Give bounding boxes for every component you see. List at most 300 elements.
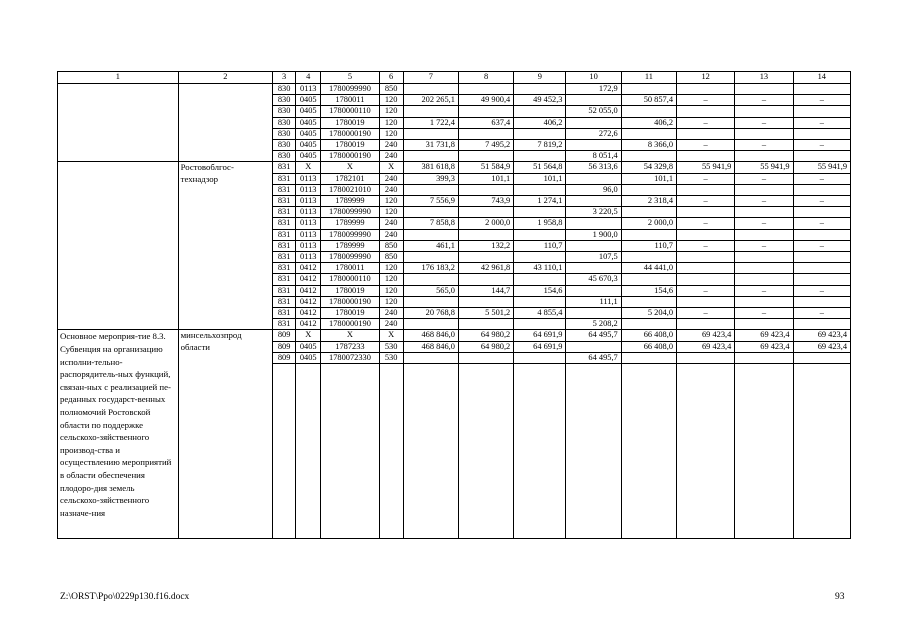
table-cell: – [677,285,735,296]
table-cell [403,296,458,307]
table-cell: 831 [273,229,296,240]
table-cell: 240 [379,173,403,184]
table-cell [379,364,403,539]
table-cell [621,319,676,330]
column-header: 2 [178,72,272,84]
table-cell [403,207,458,218]
table-cell: 831 [273,207,296,218]
table-cell: 830 [273,106,296,117]
table-cell: – [735,308,793,319]
table-cell [514,352,566,363]
table-cell: 637,4 [458,117,513,128]
table-cell: – [735,218,793,229]
table-cell [458,296,513,307]
table-cell: 20 768,8 [403,308,458,319]
table-cell: – [677,173,735,184]
table-cell: – [735,95,793,106]
table-cell [621,84,676,95]
table-cell: 850 [379,84,403,95]
table-cell: 743,9 [458,196,513,207]
table-cell: 69 423,4 [677,341,735,352]
table-cell [514,84,566,95]
table-cell: 7 819,2 [514,140,566,151]
table-cell [677,352,735,363]
table-cell [677,296,735,307]
table-cell: 1789999 [321,218,379,229]
table-cell [566,240,621,251]
column-header: 7 [403,72,458,84]
table-cell [677,252,735,263]
table-cell: 110,7 [514,240,566,251]
table-cell: 0113 [296,196,321,207]
table-cell: 1 722,4 [403,117,458,128]
table-cell: 55 941,9 [735,162,793,173]
table-cell: 1780099990 [321,252,379,263]
table-cell: Х [379,330,403,341]
footer-file-path: Z:\ORST\Ppo\0229p130.f16.docx [60,592,190,602]
column-header: 9 [514,72,566,84]
table-cell: Х [296,330,321,341]
table-cell: – [793,95,850,106]
table-cell [677,151,735,162]
table-cell: 3 220,5 [566,207,621,218]
table-cell [458,352,513,363]
table-cell: 1780000110 [321,274,379,285]
table-cell: 0113 [296,240,321,251]
table-cell [793,229,850,240]
table-cell [735,352,793,363]
table-cell: 831 [273,162,296,173]
table-cell: 64 691,9 [514,341,566,352]
table-cell [321,364,379,539]
table-cell: 0405 [296,352,321,363]
table-cell [621,207,676,218]
table-cell: 8 366,0 [621,140,676,151]
table-cell: 51 584,9 [458,162,513,173]
table-cell: – [793,218,850,229]
table-cell: 5 501,2 [458,308,513,319]
measure-description: Основное мероприя-тие 8.3. Субвенция на организацию исполни-тельно-распорядитель-ных функций, связан-ных с реализацией пе-реданных государст-венных полномочий Ростовской области по поддержке сельскохо-зяйственного производ-ства и осуществлению мероприятий в области обеспечения плодоро-дия земель сельскохо-зяйственного назначе-ния [58,330,179,539]
table-cell [621,364,676,539]
table-cell [677,364,735,539]
table-cell [514,106,566,117]
table-cell: 50 857,4 [621,95,676,106]
table-cell: Х [296,162,321,173]
table-cell: 120 [379,296,403,307]
table-cell: 7 858,8 [403,218,458,229]
table-cell [735,263,793,274]
table-cell: 1780099990 [321,84,379,95]
table-cell: 43 110,1 [514,263,566,274]
table-cell: 809 [273,341,296,352]
table-cell: 831 [273,319,296,330]
table-cell [566,140,621,151]
table-cell: 831 [273,240,296,251]
table-cell: 4 855,4 [514,308,566,319]
table-cell [793,263,850,274]
table-cell: 1780000190 [321,319,379,330]
table-cell: 850 [379,252,403,263]
table-cell: 172,9 [566,84,621,95]
table-cell [403,274,458,285]
table-cell: 240 [379,184,403,195]
table-cell [793,84,850,95]
table-cell: 7 495,2 [458,140,513,151]
table-cell [514,252,566,263]
table-cell: – [735,196,793,207]
table-cell: 69 423,4 [677,330,735,341]
table-cell [677,184,735,195]
table-cell [621,252,676,263]
table-cell: – [677,140,735,151]
table-cell: 1780099990 [321,229,379,240]
table-cell: 56 313,6 [566,162,621,173]
table-cell [566,196,621,207]
table-cell [566,218,621,229]
column-header: 1 [58,72,179,84]
table-cell: 461,1 [403,240,458,251]
table-cell: 830 [273,84,296,95]
table-cell [566,95,621,106]
table-cell [458,364,513,539]
table-cell: 154,6 [514,285,566,296]
table-cell [793,184,850,195]
table-cell: – [677,308,735,319]
table-cell: 1780011 [321,95,379,106]
table-cell: 111,1 [566,296,621,307]
table-cell: 1780019 [321,308,379,319]
table-cell: 2 000,0 [621,218,676,229]
table-cell [735,184,793,195]
table-cell: 55 941,9 [677,162,735,173]
table-cell: 1787233 [321,341,379,352]
table-cell: 0412 [296,263,321,274]
budget-table [57,71,851,539]
table-cell: – [735,117,793,128]
table-cell: 1780021010 [321,184,379,195]
table-cell [735,229,793,240]
table-cell: – [793,308,850,319]
table-cell: 120 [379,128,403,139]
table-cell [677,84,735,95]
table-cell: 144,7 [458,285,513,296]
table-cell: 49 452,3 [514,95,566,106]
table-cell [621,151,676,162]
table-cell [621,184,676,195]
table-cell: 69 423,4 [735,341,793,352]
table-cell: 154,6 [621,285,676,296]
table-cell: – [677,117,735,128]
table-cell: 272,6 [566,128,621,139]
table-cell: 830 [273,151,296,162]
table-cell [793,106,850,117]
table-cell [458,207,513,218]
table-cell: 468 846,0 [403,341,458,352]
table-cell: 0113 [296,84,321,95]
column-header: 12 [677,72,735,84]
table-cell: 0405 [296,341,321,352]
table-cell: 809 [273,330,296,341]
table-cell [514,229,566,240]
column-header: 5 [321,72,379,84]
table-cell: – [793,285,850,296]
table-cell [566,173,621,184]
table-cell [677,128,735,139]
column-header: 3 [273,72,296,84]
table-cell: 830 [273,117,296,128]
table-cell: 0412 [296,319,321,330]
table-cell: – [735,140,793,151]
table-cell: 2 000,0 [458,218,513,229]
table-cell [793,319,850,330]
table-cell: 69 423,4 [735,330,793,341]
table-cell [273,364,296,539]
table-cell: 0113 [296,184,321,195]
table-cell [403,319,458,330]
table-cell: 565,0 [403,285,458,296]
table-cell: 0405 [296,95,321,106]
table-cell: – [677,218,735,229]
table-cell: 831 [273,184,296,195]
table-cell: 120 [379,263,403,274]
table-cell: 1780019 [321,117,379,128]
table-cell [458,128,513,139]
table-cell: 31 731,8 [403,140,458,151]
table-cell: – [735,285,793,296]
table-cell: 0412 [296,274,321,285]
table-cell [677,229,735,240]
table-cell [735,106,793,117]
table-cell [793,252,850,263]
table-cell [403,151,458,162]
table-cell: 831 [273,218,296,229]
table-cell: 0405 [296,106,321,117]
table-cell [793,296,850,307]
table-cell: – [793,173,850,184]
table-cell [735,296,793,307]
table-cell: 831 [273,308,296,319]
table-cell [514,274,566,285]
table-cell: 831 [273,196,296,207]
table-cell [458,319,513,330]
table-cell: 49 900,4 [458,95,513,106]
table-cell [677,274,735,285]
table-cell: 831 [273,285,296,296]
header-row [58,72,851,84]
table-cell: 64 495,7 [566,330,621,341]
table-cell: Х [321,330,379,341]
table-cell [677,106,735,117]
table-cell: 1 900,0 [566,229,621,240]
table-cell [403,128,458,139]
table-cell [514,364,566,539]
table-cell [735,364,793,539]
table-cell: 1782101 [321,173,379,184]
column-header: 4 [296,72,321,84]
table-cell [677,319,735,330]
table-cell: 830 [273,95,296,106]
program-cell [58,84,179,162]
table-cell [514,296,566,307]
table-cell: – [735,173,793,184]
table-cell: 120 [379,95,403,106]
table-cell: 1780072330 [321,352,379,363]
table-cell [514,128,566,139]
table-cell [735,151,793,162]
table-cell: 0412 [296,285,321,296]
table-cell: 101,1 [458,173,513,184]
table-cell [403,229,458,240]
table-cell: 69 423,4 [793,330,850,341]
table-cell: 2 318,4 [621,196,676,207]
table-cell [514,319,566,330]
table-cell: 0113 [296,252,321,263]
table-cell: 69 423,4 [793,341,850,352]
table-cell [793,151,850,162]
table-cell: 107,5 [566,252,621,263]
table-cell [793,207,850,218]
table-cell: 809 [273,352,296,363]
table-cell: 831 [273,263,296,274]
table-row [58,84,851,95]
table-cell: 1780000190 [321,296,379,307]
table-cell: 101,1 [621,173,676,184]
table-cell: 406,2 [621,117,676,128]
table-cell [735,319,793,330]
table-cell: 1789999 [321,240,379,251]
executor-cell: минсельхозпрод области [178,330,272,539]
table-cell: 120 [379,117,403,128]
table-cell: 1780011 [321,263,379,274]
table-cell [735,252,793,263]
column-header: 6 [379,72,403,84]
table-cell [735,207,793,218]
table-cell [621,128,676,139]
table-cell: 5 208,2 [566,319,621,330]
table-cell [793,274,850,285]
table-cell: 530 [379,352,403,363]
table-cell: 202 265,1 [403,95,458,106]
table-cell [458,229,513,240]
table-cell: 120 [379,285,403,296]
column-header: 14 [793,72,850,84]
table-cell [403,252,458,263]
table-cell: 830 [273,128,296,139]
table-cell [458,151,513,162]
table-cell: 530 [379,341,403,352]
table-cell [458,252,513,263]
table-cell [677,263,735,274]
table-cell: 120 [379,274,403,285]
table-cell: 1789999 [321,196,379,207]
table-cell: – [793,196,850,207]
table-cell [566,285,621,296]
column-header: 10 [566,72,621,84]
table-cell: 8 051,4 [566,151,621,162]
executor-cell [178,84,272,162]
table-cell: 1780000110 [321,106,379,117]
table-cell: 110,7 [621,240,676,251]
table-cell [566,308,621,319]
table-cell: 240 [379,151,403,162]
table-cell: 831 [273,173,296,184]
table-cell: 120 [379,196,403,207]
table-cell: 0412 [296,308,321,319]
table-cell: 240 [379,229,403,240]
table-cell: 0405 [296,140,321,151]
table-cell: 0113 [296,218,321,229]
table-cell [514,184,566,195]
table-cell: 120 [379,106,403,117]
table-cell: 176 183,2 [403,263,458,274]
table-cell [403,352,458,363]
table-cell: 51 564,8 [514,162,566,173]
table-cell: 240 [379,140,403,151]
table-cell: 468 846,0 [403,330,458,341]
table-cell [621,106,676,117]
table-cell: 0405 [296,117,321,128]
table-cell [458,84,513,95]
table-cell [514,151,566,162]
table-cell: 399,3 [403,173,458,184]
table-cell: 1 274,1 [514,196,566,207]
table-cell: 831 [273,274,296,285]
table-cell: – [793,240,850,251]
column-header: 13 [735,72,793,84]
table-cell: 830 [273,140,296,151]
column-header: 8 [458,72,513,84]
table-cell: 120 [379,207,403,218]
table-cell: 1780019 [321,140,379,151]
table-row [58,162,851,173]
table-cell: 42 961,8 [458,263,513,274]
table-row [58,330,851,341]
table-cell: 0405 [296,151,321,162]
table-cell [621,352,676,363]
table-cell: 0113 [296,229,321,240]
table-cell: 831 [273,252,296,263]
table-cell [793,352,850,363]
table-cell: 64 691,9 [514,330,566,341]
table-cell: 96,0 [566,184,621,195]
table-cell: 240 [379,319,403,330]
table-cell: 0113 [296,207,321,218]
column-header: 11 [621,72,676,84]
table-cell [458,106,513,117]
table-cell: – [677,95,735,106]
table-cell [403,184,458,195]
table-cell: 850 [379,240,403,251]
table-cell: – [793,140,850,151]
table-cell: 132,2 [458,240,513,251]
table-cell [735,84,793,95]
table-cell [621,229,676,240]
table-cell: 240 [379,218,403,229]
table-cell [793,364,850,539]
table-cell: 64 980,2 [458,330,513,341]
table-cell: 406,2 [514,117,566,128]
table-cell: 44 441,0 [621,263,676,274]
table-cell [403,84,458,95]
table-cell [514,207,566,218]
table-cell: 64 495,7 [566,352,621,363]
table-cell: 0405 [296,128,321,139]
table-cell: 1 958,8 [514,218,566,229]
table-cell: 54 329,8 [621,162,676,173]
table-cell: – [793,117,850,128]
table-cell [458,184,513,195]
table-cell [793,128,850,139]
